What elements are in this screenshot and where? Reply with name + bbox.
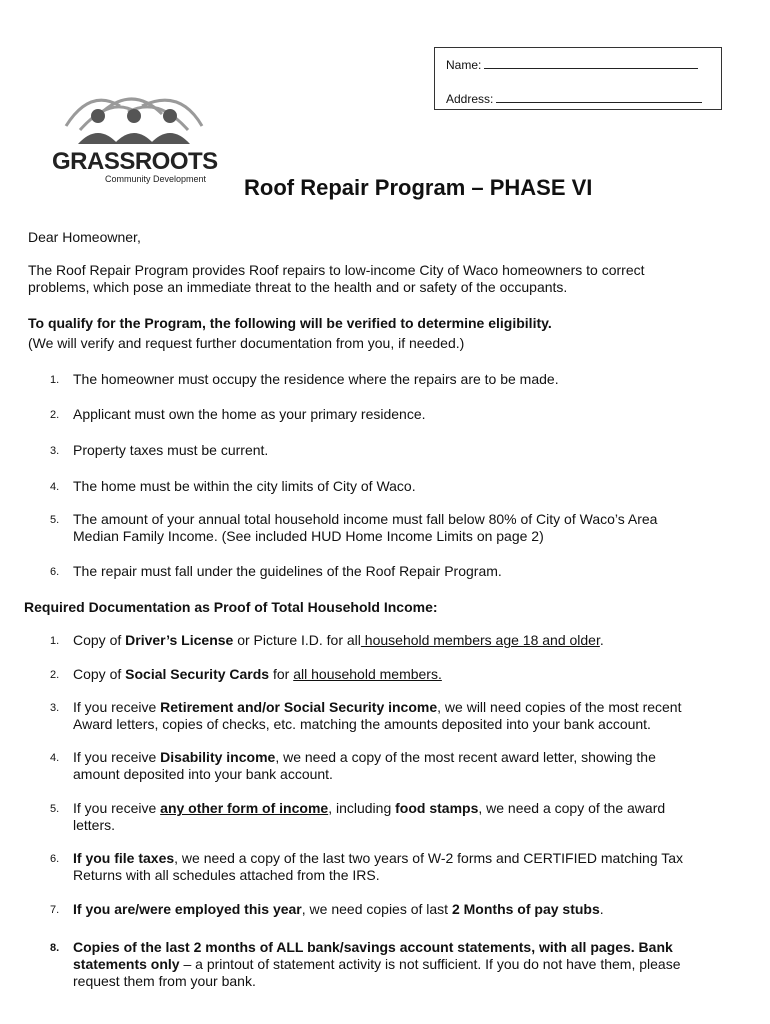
list-number: 3.	[50, 445, 60, 457]
list-text: If you file taxes, we need a copy of the last two years of W-2 forms and CERTIFIED matching Tax	[73, 850, 684, 866]
list-text: If you receive Retirement and/or Social Security income, we will need copies of the most recent	[73, 699, 682, 715]
logo-figures-icon	[50, 86, 222, 150]
list-text: Applicant must own the home as your primary residence.	[73, 406, 426, 422]
list-text: If you receive Disability income, we need a copy of the most recent award letter, showing the	[73, 749, 656, 765]
list-text: Median Family Income. (See included HUD Home Income Limits on page 2)	[73, 528, 544, 544]
logo-wordmark: GRASSROOTS	[52, 148, 218, 175]
list-text: Property taxes must be current.	[73, 442, 269, 458]
list-text: Copy of Social Security Cards for all household members.	[73, 666, 442, 682]
name-label: Name:	[446, 58, 482, 72]
list-text: letters.	[73, 817, 116, 833]
list-text: request them from your bank.	[73, 973, 256, 989]
list-text: Copy of Driver’s License or Picture I.D. for all household members age 18 and older.	[73, 632, 604, 648]
list-text: Award letters, copies of checks, etc. matching the amounts deposited into your bank account.	[73, 716, 651, 732]
list-text: If you receive any other form of income, including food stamps, we need a copy of the award	[73, 800, 666, 816]
logo-subtitle: Community Development	[105, 174, 207, 184]
list-number: 8.	[50, 942, 60, 954]
list-number: 1.	[50, 635, 60, 647]
list-number: 5.	[50, 514, 60, 526]
list-number: 2.	[50, 409, 60, 421]
list-number: 4.	[50, 752, 60, 764]
list-number: 4.	[50, 481, 60, 493]
docs-heading: Required Documentation as Proof of Total Household Income:	[24, 599, 438, 615]
address-label: Address:	[446, 92, 494, 106]
intro-line-2: problems, which pose an immediate threat to the health and or safety of the occupants.	[28, 279, 568, 295]
intro-line-1: The Roof Repair Program provides Roof repairs to low-income City of Waco homeowners to correct	[28, 262, 645, 278]
page-title: Roof Repair Program – PHASE VI	[244, 175, 593, 200]
name-field-row	[446, 57, 698, 72]
list-number: 2.	[50, 669, 60, 681]
list-text: The amount of your annual total household income must fall below 80% of City of Waco’s Area	[73, 511, 658, 527]
list-text: Copies of the last 2 months of ALL bank/savings account statements, with all pages. Bank	[73, 939, 673, 955]
list-number: 5.	[50, 803, 60, 815]
list-number: 6.	[50, 853, 60, 865]
greeting: Dear Homeowner,	[28, 229, 141, 245]
list-number: 6.	[50, 566, 60, 578]
address-field-row	[446, 91, 702, 106]
list-text: statements only – a printout of statement activity is not sufficient. If you do not have them, please	[73, 956, 681, 972]
list-text: The repair must fall under the guidelines of the Roof Repair Program.	[73, 563, 502, 579]
list-text: The home must be within the city limits of City of Waco.	[73, 478, 416, 494]
list-number: 7.	[50, 904, 60, 916]
list-text: amount deposited into your bank account.	[73, 766, 333, 782]
name-field[interactable]	[484, 57, 698, 69]
name-address-box	[434, 47, 722, 110]
list-number: 1.	[50, 374, 60, 386]
list-text: If you are/were employed this year, we need copies of last 2 Months of pay stubs.	[73, 901, 604, 917]
grassroots-logo	[50, 86, 222, 186]
list-number: 3.	[50, 702, 60, 714]
list-text: The homeowner must occupy the residence where the repairs are to be made.	[73, 371, 559, 387]
qualify-note: (We will verify and request further documentation from you, if needed.)	[28, 335, 465, 351]
list-text: Returns with all schedules attached from the IRS.	[73, 867, 380, 883]
address-field[interactable]	[496, 91, 702, 103]
qualify-heading: To qualify for the Program, the following will be verified to determine eligibility.	[28, 315, 552, 331]
